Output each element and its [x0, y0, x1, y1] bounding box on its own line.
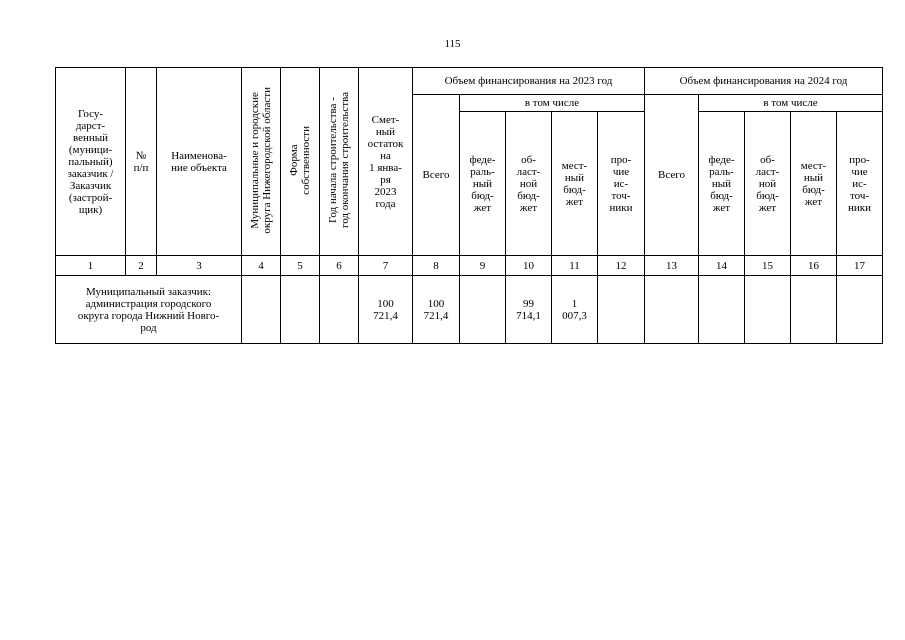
header-other-2023: про- чие ис- точ- ники	[598, 112, 645, 256]
header-regional-2024: об- ласт- ной бюд- жет	[745, 112, 791, 256]
header-num: № п/п	[126, 68, 157, 256]
empty-cell	[281, 276, 320, 344]
column-number: 15	[745, 256, 791, 276]
empty-cell	[837, 276, 883, 344]
column-number: 12	[598, 256, 645, 276]
column-number: 8	[413, 256, 460, 276]
column-number: 16	[791, 256, 837, 276]
header-federal-2024: феде- раль- ный бюд- жет	[699, 112, 745, 256]
header-ownership: Форма собственности	[288, 125, 312, 195]
header-estimate: Смет- ный остаток на 1 янва- ря 2023 года	[359, 68, 413, 256]
regional-2023-value: 99 714,1	[506, 276, 552, 344]
column-number: 17	[837, 256, 883, 276]
header-total-2023: Всего	[413, 95, 460, 256]
header-total-2024: Всего	[645, 95, 699, 256]
empty-cell	[460, 276, 506, 344]
header-municipal-cell	[242, 68, 281, 256]
header-ownership-cell	[281, 68, 320, 256]
column-number: 13	[645, 256, 699, 276]
header-fin-2024: Объем финансирования на 2024 год	[645, 68, 883, 95]
column-number: 10	[506, 256, 552, 276]
header-other-2024: про- чие ис- точ- ники	[837, 112, 883, 256]
table-row	[56, 276, 883, 344]
total-2023-value: 100 721,4	[413, 276, 460, 344]
column-number: 9	[460, 256, 506, 276]
empty-cell	[320, 276, 359, 344]
column-number: 5	[281, 256, 320, 276]
empty-cell	[745, 276, 791, 344]
column-number: 14	[699, 256, 745, 276]
header-federal-2023: феде- раль- ный бюд- жет	[460, 112, 506, 256]
header-years: Год начала строительства - год окончания строительства	[327, 92, 351, 228]
page-number: 115	[444, 38, 461, 50]
header-local-2024: мест- ный бюд- жет	[791, 112, 837, 256]
header-local-2023: мест- ный бюд- жет	[552, 112, 598, 256]
empty-cell	[699, 276, 745, 344]
header-object-name: Наименова- ние объекта	[157, 68, 242, 256]
customer-name-cell: Муниципальный заказчик: администрация городского округа города Нижний Новго- род	[56, 276, 242, 344]
empty-cell	[791, 276, 837, 344]
empty-cell	[242, 276, 281, 344]
column-number: 2	[126, 256, 157, 276]
column-number-row	[56, 256, 883, 276]
estimate-value: 100 721,4	[359, 276, 413, 344]
empty-cell	[645, 276, 699, 344]
budget-table	[55, 67, 883, 344]
header-municipal: Муниципальные и городские округа Нижегородской области	[249, 86, 273, 234]
header-years-cell	[320, 68, 359, 256]
header-regional-2023: об- ласт- ной бюд- жет	[506, 112, 552, 256]
column-number: 11	[552, 256, 598, 276]
column-number: 4	[242, 256, 281, 276]
empty-cell	[598, 276, 645, 344]
header-including-2023: в том числе	[460, 95, 645, 112]
header-including-2024: в том числе	[699, 95, 883, 112]
header-fin-2023: Объем финансирования на 2023 год	[413, 68, 645, 95]
column-number: 1	[56, 256, 126, 276]
local-2023-value: 1 007,3	[552, 276, 598, 344]
column-number: 7	[359, 256, 413, 276]
column-number: 6	[320, 256, 359, 276]
header-customer: Госу- дарст- венный (муници- пальный) заказчик / Заказчик (застрой- щик)	[56, 68, 126, 256]
column-number: 3	[157, 256, 242, 276]
